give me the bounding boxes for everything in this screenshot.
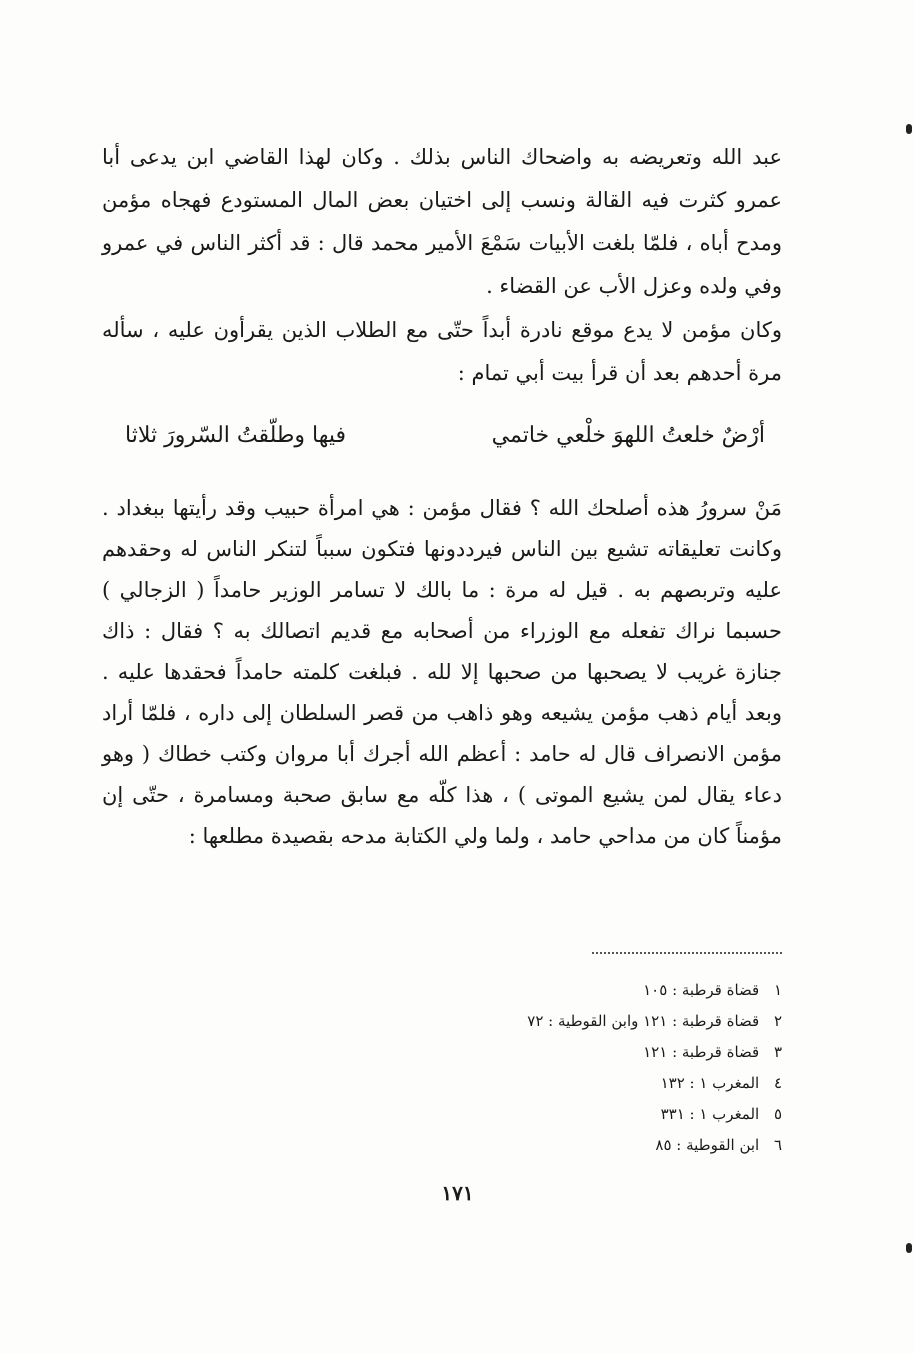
footnote-number: ٦ [773, 1136, 782, 1154]
footnote-item [282, 1099, 782, 1130]
footnotes-list [282, 975, 782, 1161]
paragraph-3-text: مَنْ سرورُ هذه أصلحك الله ؟ فقال مؤمن : هي امرأة حبيب وقد رأيتها ببغداد . وكانت تعليقاته تشيع بين الناس فيرددونها فتكون سبباً لتنكر الناس له وحقدهم عليه وتربصهم به . قيل له مرة : ما بالك لا تسامر الوزير حامداً ( الزجالي ) حسبما نراك تفعله مع الوزراء من أصحابه مع قديم اتصالك به ؟ فقال : ذاك جنازة غريب لا يصحبها من صحبها إلا لله . فبلغت كلمته حامداً فحقدها عليه . وبعد أيام ذهب مؤمن يشيعه وهو ذاهب من قصر السلطان إلى داره ، فلمّا أراد مؤمن الانصراف قال له حامد : أعظم الله أجرك أبا مروان وكتب خطاك ( وهو دعاء يقال لمن يشيع الموتى ) ، هذا كلّه مع سابق صحبة ومسامرة ، حتّى إن مؤمناً كان من مداحي حامد ، ولما ولي الكتابة مدحه بقصيدة مطلعها : [102, 496, 782, 848]
edge-mark-top [906, 124, 912, 134]
edge-mark-bottom [906, 1243, 912, 1253]
footnote-item [282, 1068, 782, 1099]
footnote-number: ٥ [773, 1105, 782, 1123]
footnote-number: ٢ [773, 1012, 782, 1030]
verse-first-hemistich: أرْضٌ خلعتُ اللهوَ خلْعي خاتمي [491, 423, 765, 448]
footnote-number: ١ [773, 981, 782, 999]
footnote-number: ٣ [773, 1043, 782, 1061]
paragraph-1-text: عبد الله وتعريضه به واضحاك الناس بذلك . وكان لهذا القاضي ابن يدعى أبا عمرو كثرت فيه القالة ونسب إلى اختيان بعض المال المستودع فهجاه مؤمن ومدح أباه ، فلمّا بلغت الأبيات سَمْعَ الأمير محمد قال : قد أكثر الناس في عمرو وفي ولده وعزل الأب عن القضاء . [102, 145, 782, 298]
paragraph-1 [102, 136, 782, 308]
paragraph-2 [102, 309, 782, 395]
footnote-text: قضاة قرطبة : ١٢١ [643, 1043, 760, 1061]
footnote-item [282, 1006, 782, 1037]
footnote-number: ٤ [773, 1074, 782, 1092]
footnote-item [282, 975, 782, 1006]
footnote-item [282, 1130, 782, 1161]
footnote-divider [592, 952, 782, 954]
footnote-text: قضاة قرطبة : ١٠٥ [643, 981, 760, 999]
poem-verse [125, 416, 765, 456]
page-number: ١٧١ [441, 1181, 474, 1205]
footnote-item [282, 1037, 782, 1068]
verse-second-hemistich: فيها وطلّقتُ السّرورَ ثلاثا [125, 423, 347, 448]
footnote-text: ابن القوطية : ٨٥ [655, 1136, 760, 1154]
paragraph-3 [102, 488, 782, 857]
footnote-text: قضاة قرطبة : ١٢١ وابن القوطية : ٧٢ [527, 1012, 760, 1030]
paragraph-2-text: وكان مؤمن لا يدع موقع نادرة أبداً حتّى مع الطلاب الذين يقرأون عليه ، سأله مرة أحدهم بعد أن قرأ بيت أبي تمام : [102, 318, 782, 385]
footnote-text: المغرب ١ : ٣٣١ [660, 1105, 760, 1123]
footnote-text: المغرب ١ : ١٣٢ [660, 1074, 760, 1092]
